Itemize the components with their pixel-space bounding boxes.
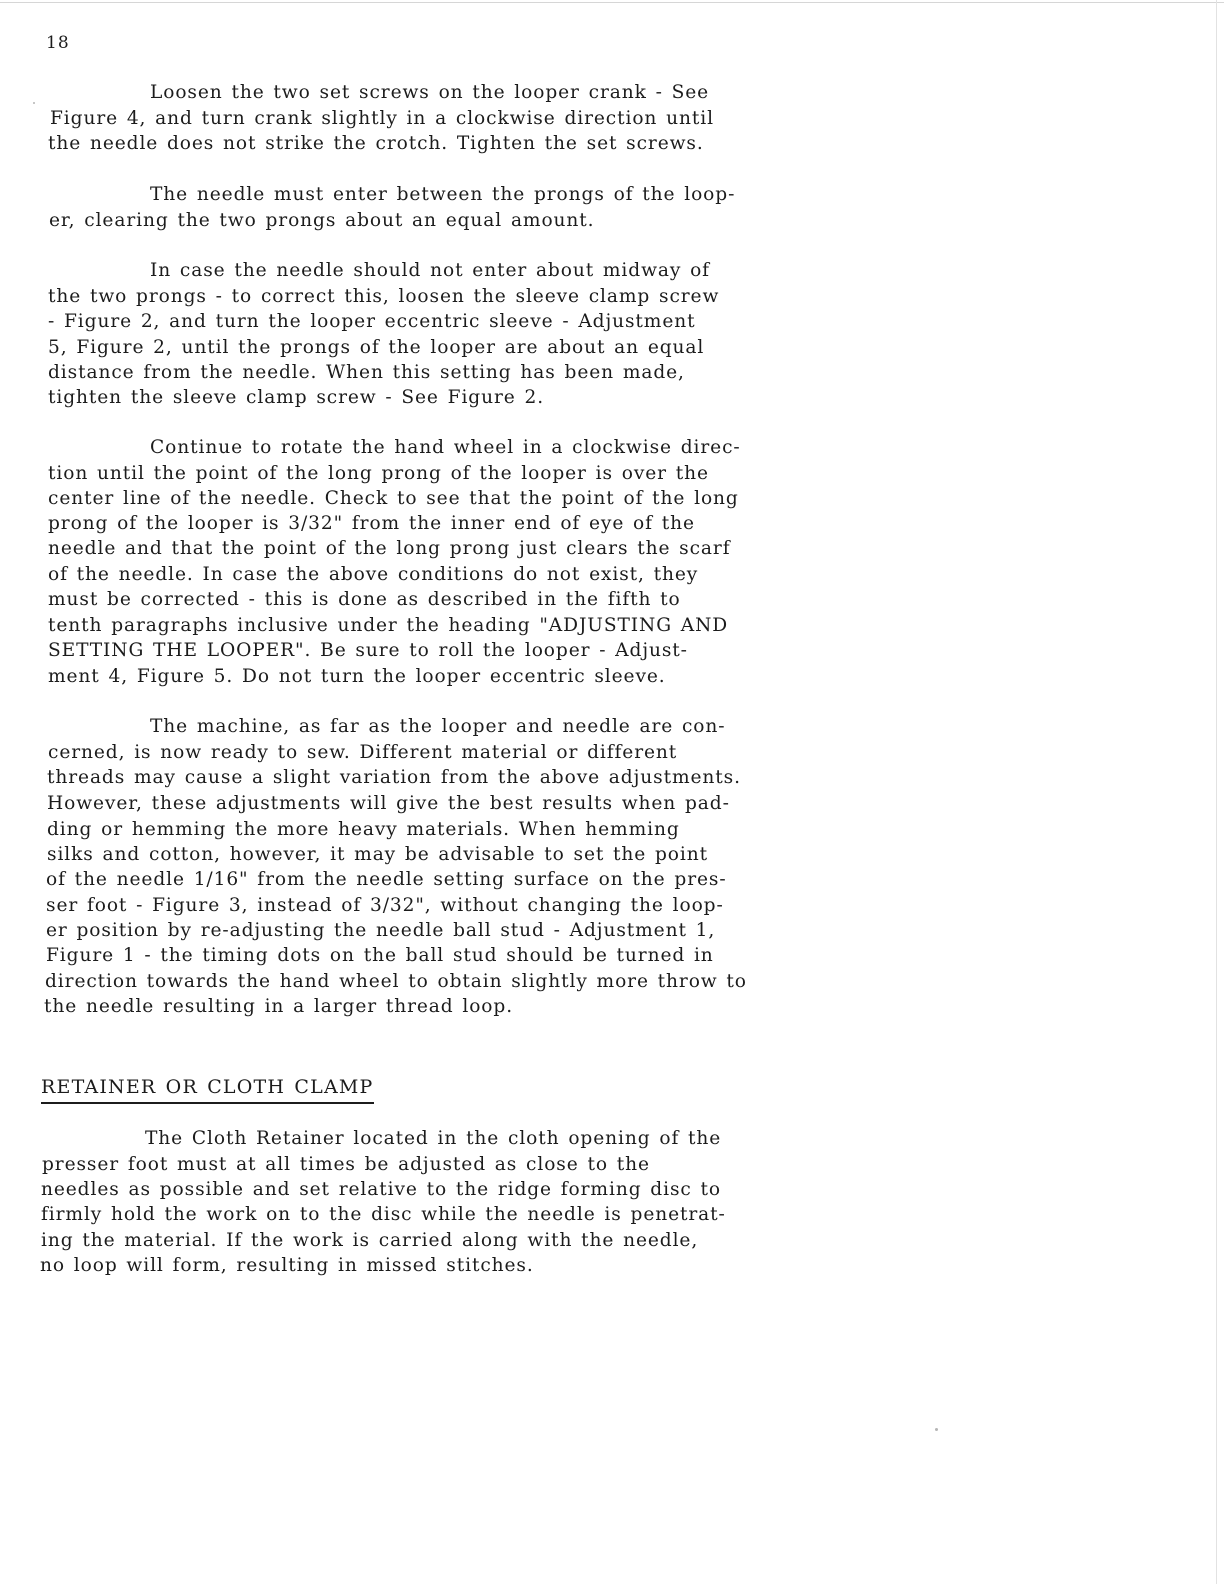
text-line: direction towards the hand wheel to obtain slightly more throw to [45, 971, 747, 992]
text-line: 5, Figure 2, until the prongs of the looper are about an equal [48, 337, 705, 358]
text-line: must be corrected - this is done as described in the fifth to [48, 589, 681, 610]
scan-speck [33, 102, 35, 104]
text-line: threads may cause a slight variation from the above adjustments. [47, 767, 741, 788]
text-line: ing the material. If the work is carried along with the needle, [41, 1230, 699, 1251]
text-line: silks and cotton, however, it may be advisable to set the point [47, 844, 708, 865]
text-line: - Figure 2, and turn the looper eccentric sleeve - Adjustment [48, 311, 696, 332]
text-line: ser foot - Figure 3, instead of 3/32", without changing the loop- [46, 895, 724, 916]
text-line: Continue to rotate the hand wheel in a clockwise direc- [150, 437, 741, 458]
text-line: Figure 4, and turn crank slightly in a clockwise direction until [50, 108, 714, 129]
text-line: of the needle. In case the above conditions do not exist, they [48, 564, 699, 585]
text-line: tighten the sleeve clamp screw - See Figure 2. [48, 387, 545, 408]
text-line: In case the needle should not enter about midway of [150, 260, 710, 281]
text-line: needle and that the point of the long prong just clears the scarf [48, 538, 731, 559]
scan-speck [935, 1428, 938, 1431]
text-line: The machine, as far as the looper and needle are con- [150, 716, 726, 737]
text-line: ding or hemming the more heavy materials. When hemming [47, 819, 680, 840]
text-line: Figure 1 - the timing dots on the ball stud should be turned in [46, 945, 714, 966]
text-line: tion until the point of the long prong of the looper is over the [48, 463, 709, 484]
text-line: cerned, is now ready to sew. Different material or different [48, 742, 678, 763]
text-line: er, clearing the two prongs about an equal amount. [49, 210, 595, 231]
text-line: tenth paragraphs inclusive under the heading "ADJUSTING AND [48, 615, 729, 636]
text-line: of the needle 1/16" from the needle setting surface on the pres- [46, 869, 727, 890]
text-line: The needle must enter between the prongs of the loop- [150, 184, 736, 205]
text-line: The Cloth Retainer located in the cloth opening of the [145, 1128, 722, 1149]
text-line: prong of the looper is 3/32" from the inner end of eye of the [48, 513, 695, 534]
text-line: the needle does not strike the crotch. Tighten the set screws. [48, 133, 704, 154]
text-line: ment 4, Figure 5. Do not turn the looper eccentric sleeve. [48, 666, 666, 687]
text-line: presser foot must at all times be adjusted as close to the [42, 1154, 650, 1175]
text-line: the two prongs - to correct this, loosen the sleeve clamp screw [48, 286, 720, 307]
text-line: distance from the needle. When this setting has been made, [48, 362, 685, 383]
section-heading: RETAINER OR CLOTH CLAMP [41, 1078, 374, 1104]
text-line: the needle resulting in a larger thread loop. [44, 996, 514, 1017]
text-line: Loosen the two set screws on the looper crank - See [150, 82, 710, 103]
text-line: firmly hold the work on to the disc while the needle is penetrat- [41, 1204, 726, 1225]
text-line: However, these adjustments will give the best results when pad- [47, 793, 730, 814]
top-scan-edge [0, 2, 1224, 3]
text-line: needles as possible and set relative to the ridge forming disc to [41, 1179, 721, 1200]
text-line: er position by re-adjusting the needle ball stud - Adjustment 1, [46, 920, 716, 941]
text-line: SETTING THE LOOPER". Be sure to roll the looper - Adjust- [48, 640, 688, 661]
right-scan-edge [1216, 0, 1217, 1584]
text-line: no loop will form, resulting in missed stitches. [40, 1255, 534, 1276]
page-number: 18 [46, 33, 70, 53]
text-line: center line of the needle. Check to see that the point of the long [48, 488, 739, 509]
